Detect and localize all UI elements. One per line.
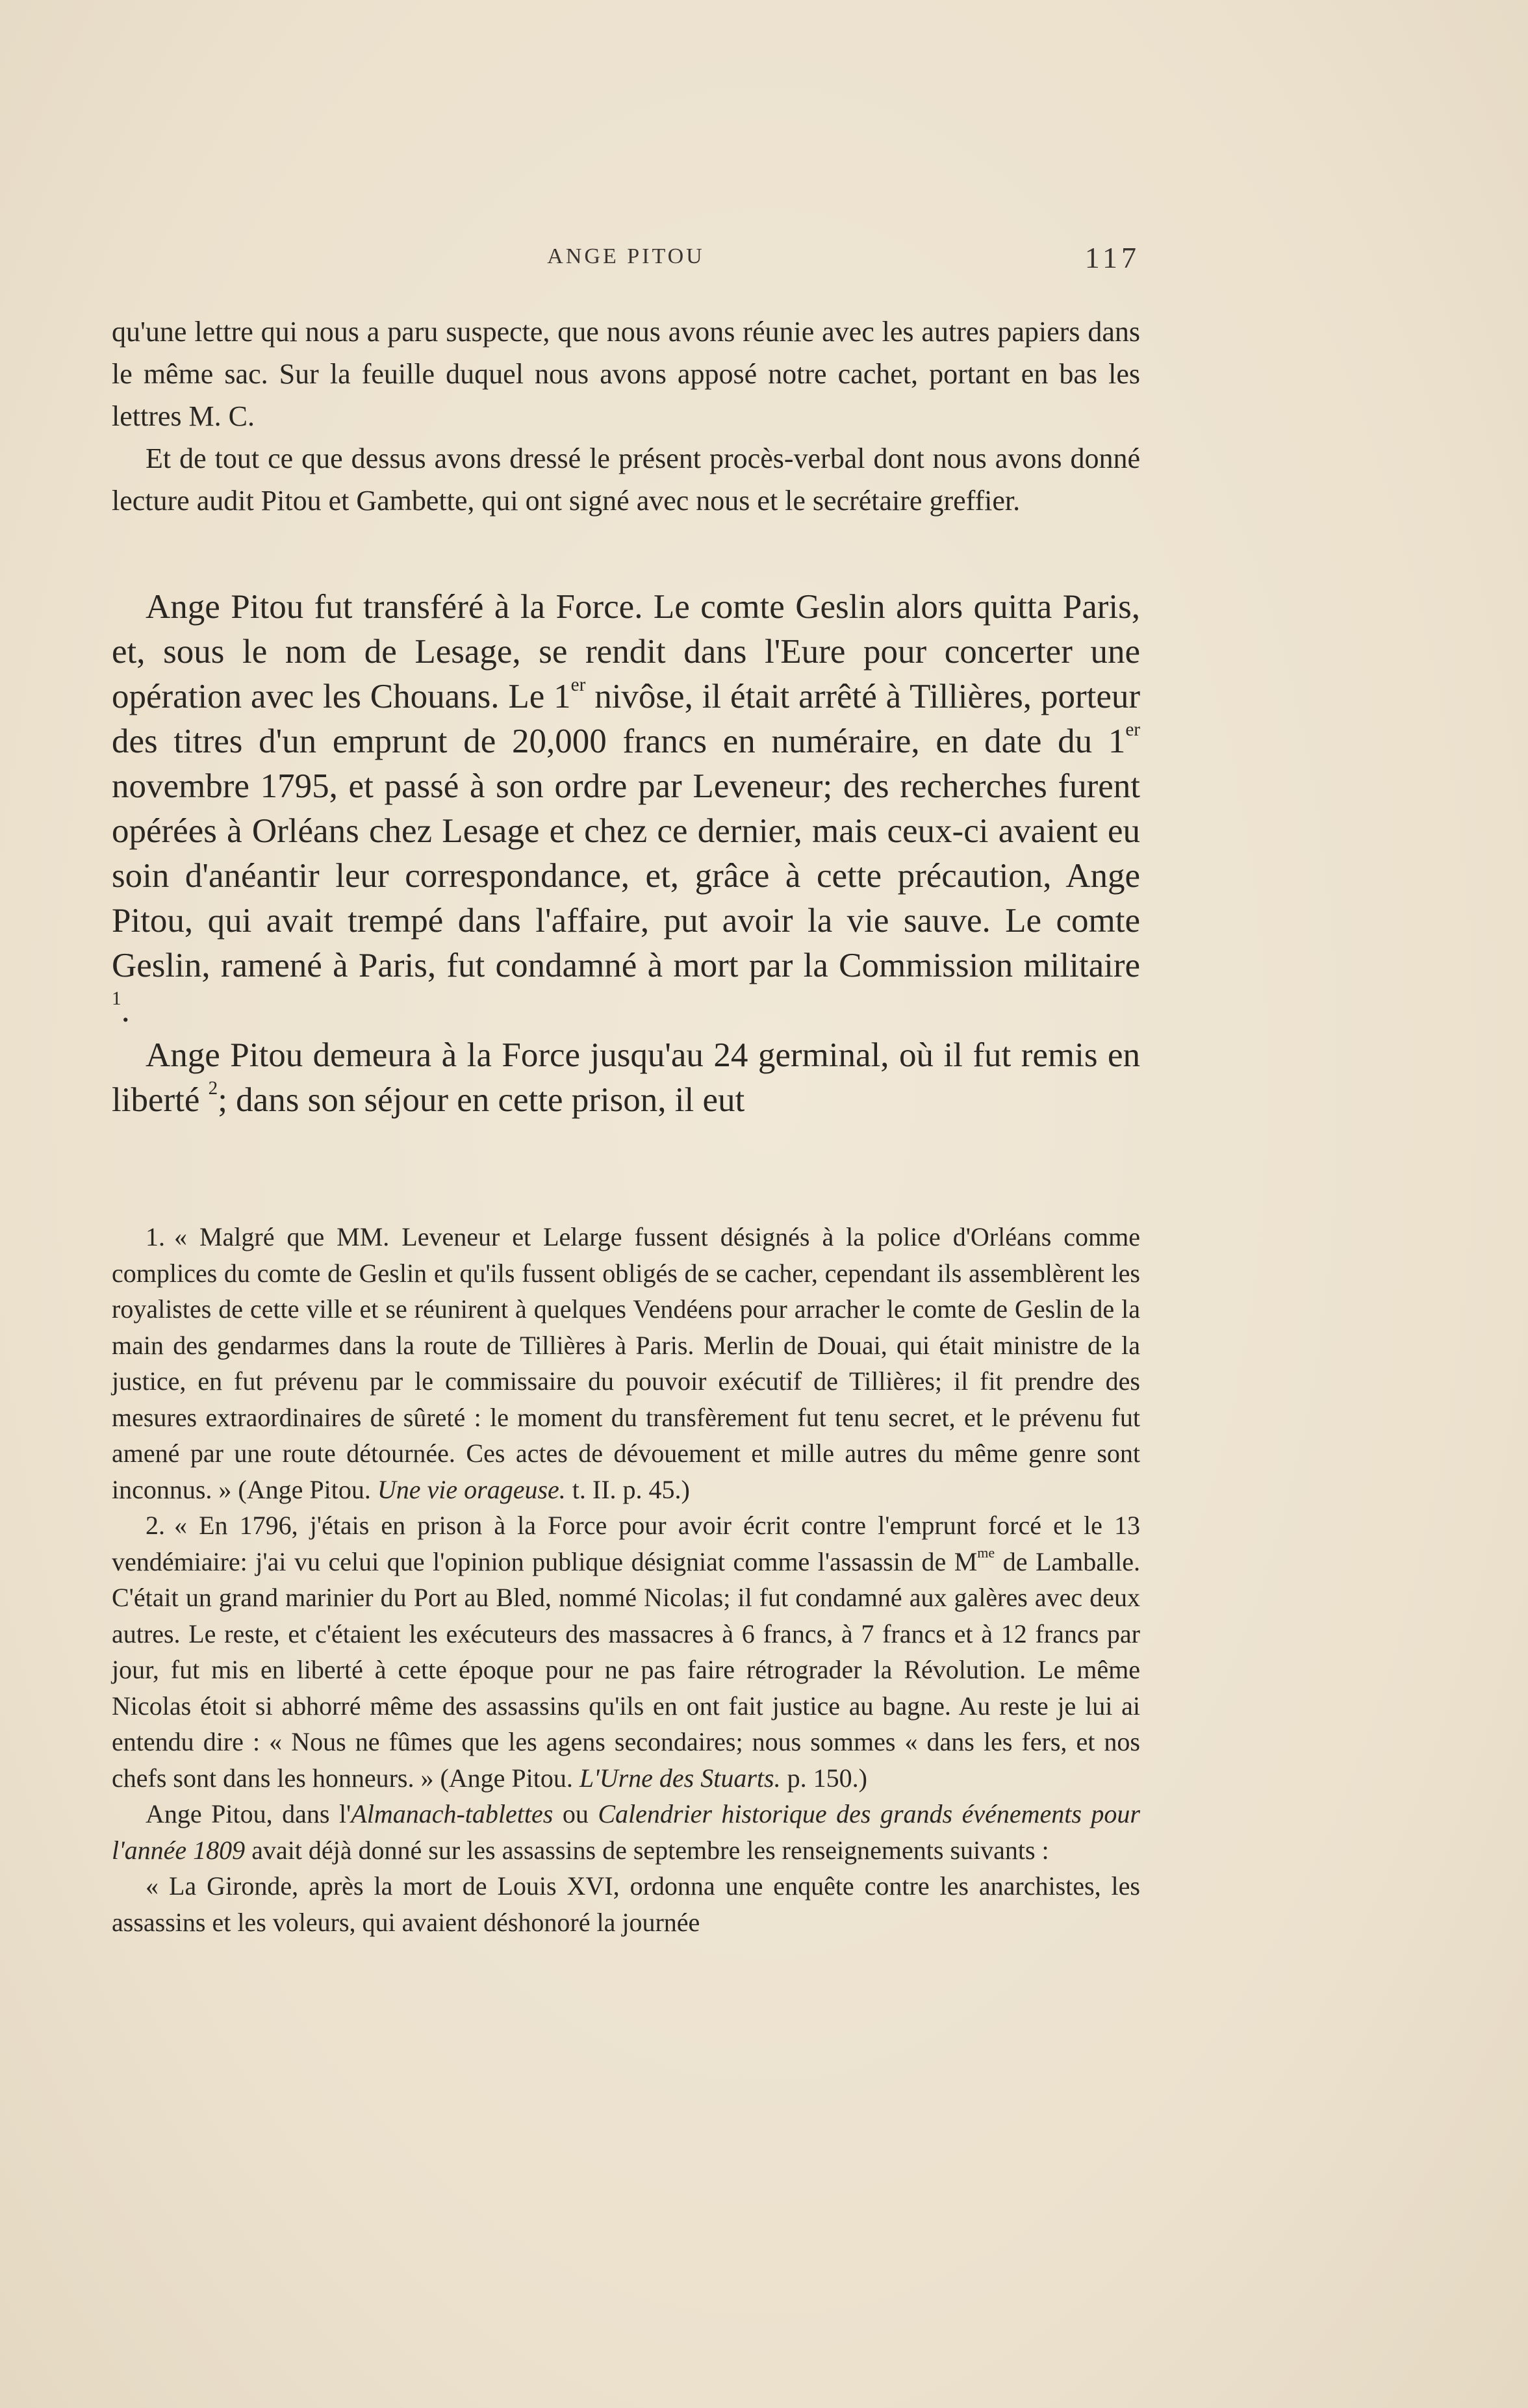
book-title: L'Urne des Stuarts. (579, 1763, 781, 1793)
text-run: avait déjà donné sur les assassins de septembre les renseignements suivants : (245, 1835, 1049, 1865)
page-header (112, 241, 1140, 283)
text-run: ; dans son séjour en cette prison, il eut (218, 1081, 745, 1119)
text-run: ou (553, 1799, 598, 1828)
superscript: er (570, 674, 586, 695)
running-title: ANGE PITOU (547, 244, 705, 268)
book-title: Calendrier historique des grands événements pour l'année 1809 (112, 1799, 1140, 1865)
footnote (112, 1507, 1140, 1796)
text-run: novembre 1795, et passé à son ordre par Leveneur; des recherches furent opérées à Orléans chez Lesage et chez ce dernier, mais ceux-ci avaient eu soin d'anéantir leur correspondance, et, grâce à cette précaution, Ange Pitou, qui avait trempé dans l'affaire, put avoir la vie sauve. Le comte Geslin, ramené à Paris, fut condamné à mort par la Commission militaire (112, 767, 1140, 984)
footnotes (112, 1219, 1140, 1940)
text-run: nivôse, il était arrêté à Tillières, porteur des titres d'un emprunt de 20,000 francs en numéraire, en date du 1 (112, 678, 1140, 760)
text-run: Ange Pitou, dans l' (146, 1799, 351, 1828)
superscript: me (977, 1544, 995, 1561)
quote-paragraph: Et de tout ce que dessus avons dressé le présent procès-verbal dont nous avons donné lecture audit Pitou et Gambette, qui ont signé avec nous et le secrétaire greffier. (112, 442, 1140, 517)
main-paragraph (112, 585, 1140, 1033)
text-run: de Lamballe. C'était un grand marinier du Port au Bled, nommé Nicolas; il fut condamné aux galères avec deux autres. Le reste, et c'étaient les exécuteurs des massacres à 6 francs, à 7 francs et à 12 francs par jour, fut mis en liberté à cette époque pour ne pas faire rétrograder la Révolution. Le même Nicolas étoit si abhorré même des assassins qu'ils en ont fait justice au bagne. Au reste je lui ai entendu dire : « Nous ne fûmes que les agens secondaires; nous sommes « dans les fers, et nos chefs sont dans les honneurs. » (Ange Pitou. (112, 1546, 1140, 1793)
book-title: Une vie orageuse. (377, 1474, 566, 1504)
book-title: Almanach-tablettes (351, 1799, 554, 1828)
main-text (112, 585, 1140, 1123)
quote-paragraph: qu'une lettre qui nous a paru suspecte, que nous avons réunie avec les autres papiers dans le même sac. Sur la feuille duquel nous avons apposé notre cachet, portant en bas les lettres M. C. (112, 316, 1140, 432)
main-paragraph (112, 1033, 1140, 1123)
footnote (112, 1219, 1140, 1507)
text-run: « Malgré que MM. Leveneur et Lelarge fussent désignés à la police d'Orléans comme complices du comte de Geslin et qu'ils fussent obligés de se cacher, cependant ils assemblèrent les royalistes de cette ville et se réunirent à quelques Vendéens pour arracher le comte de Geslin de la main des gendarmes dans la route de Tillières à Paris. Merlin de Douai, qui était ministre de la justice, en fut prévenu par le commissaire du pouvoir exécutif de Tillières; il fit prendre des mesures extraordinaires de sûreté : le moment du transfèrement fut tenu secret, et le prévenu fut amené par une route détournée. Ces actes de dévouement et mille autres du même genre sont inconnus. » (Ange Pitou. (112, 1222, 1140, 1504)
text-run: Ange Pitou demeura à la Force jusqu'au 24 germinal, où il fut remis en liberté (112, 1036, 1140, 1119)
text-run: p. 150.) (787, 1763, 867, 1793)
text-run: « En 1796, j'étais en prison à la Force pour avoir écrit contre l'emprunt forcé et le 13 vendémiaire: j'ai vu celui que l'opinion publique désigniat comme l'assassin de M (112, 1511, 1140, 1576)
quoted-document (112, 311, 1140, 522)
footnote-number: 2. (146, 1511, 165, 1540)
text-run: Ange Pitou fut transféré à la Force. Le comte Geslin alors quitta Paris, et, sous le nom de Lesage, se rendit dans l'Eure pour concerter une opération avec les Chouans. Le 1 (112, 588, 1140, 715)
text-run: t. II. p. 45.) (572, 1474, 690, 1504)
text-run: . (121, 992, 130, 1029)
footnote-number: 1. (146, 1222, 165, 1251)
page-number: 117 (1084, 241, 1140, 274)
text-run: « La Gironde, après la mort de Louis XVI, ordonna une enquête contre les anarchistes, les assassins et les voleurs, qui avaient déshonoré la journée (112, 1871, 1140, 1937)
superscript: er (1125, 719, 1140, 740)
footnote-ref: 1 (112, 988, 121, 1009)
footnote-ref: 2 (208, 1077, 218, 1099)
footnote-paragraph (112, 1868, 1140, 1940)
footnote-paragraph (112, 1796, 1140, 1868)
